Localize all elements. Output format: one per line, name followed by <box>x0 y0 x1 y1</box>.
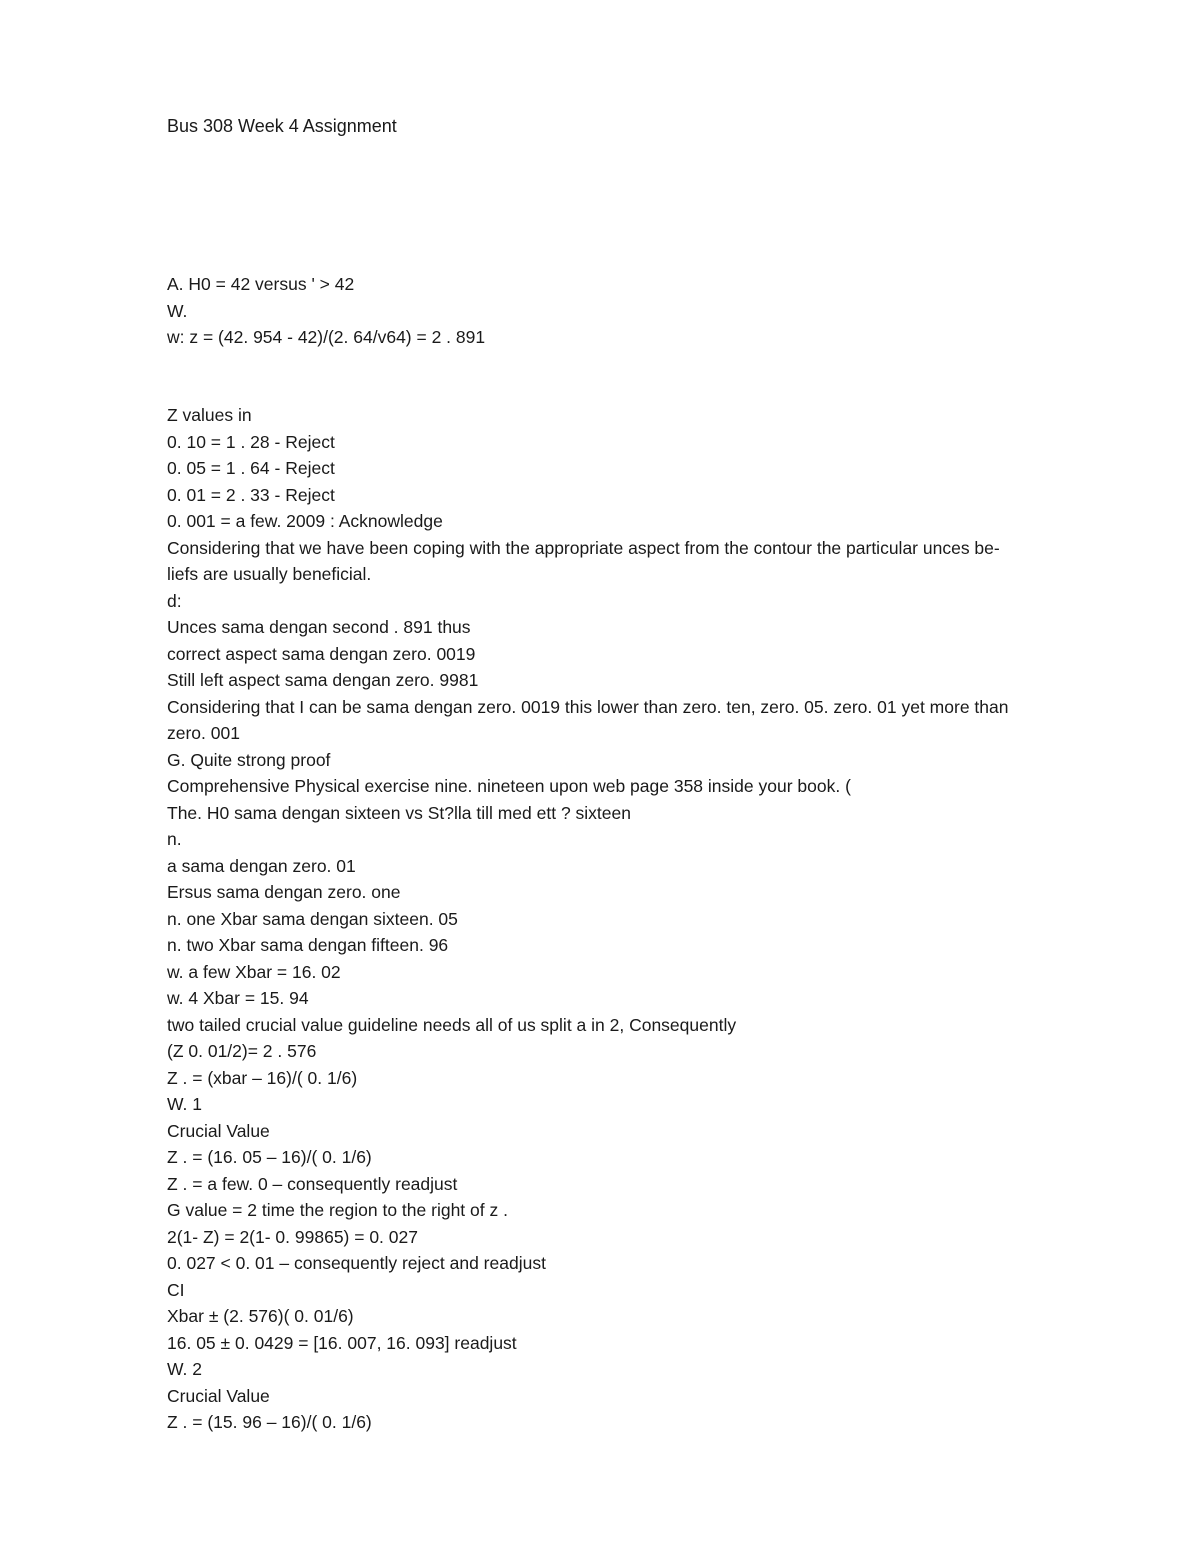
text-line: n. two Xbar sama dengan fifteen. 96 <box>167 935 449 955</box>
text-line: 0. 01 = 2 . 33 - Reject <box>167 484 335 505</box>
text-line: two tailed crucial value guideline needs all of us split a in 2, Consequently <box>167 1014 737 1035</box>
text-line: 0. 001 = a few. 2009 : Acknowledge <box>167 511 443 531</box>
text-line: Z . = (15. 96 – 16)/( 0. 1/6) <box>167 1412 372 1432</box>
text-line: 2(1- Z) = 2(1- 0. 99865) = 0. 027 <box>167 1226 418 1247</box>
text-line: zero. 001 <box>167 723 240 743</box>
text-line: G. Quite strong proof <box>167 749 331 770</box>
document-title: Bus 308 Week 4 Assignment <box>167 116 397 136</box>
text-line: a sama dengan zero. 01 <box>167 855 356 876</box>
text-line: Z . = (xbar – 16)/( 0. 1/6) <box>167 1067 358 1088</box>
text-line: W. 1 <box>167 1094 203 1114</box>
text-line: (Z 0. 01/2)= 2 . 576 <box>167 1041 317 1061</box>
text-line: w. a few Xbar = 16. 02 <box>167 961 341 982</box>
text-line: W. <box>167 300 188 321</box>
text-line: Unces sama dengan second . 891 thus <box>167 617 471 637</box>
text-line: A. H0 = 42 versus ' > 42 <box>167 274 355 294</box>
text-line: Crucial Value <box>167 1120 270 1141</box>
text-line: CI <box>167 1279 185 1300</box>
text-line: correct aspect sama dengan zero. 0019 <box>167 643 476 664</box>
text-line: Considering that we have been coping with the appropriate aspect from the contour the particular unces be- <box>167 537 1000 558</box>
text-line: The. H0 sama dengan sixteen vs St?lla till med ett ? sixteen <box>167 802 631 823</box>
text-line: Z . = (16. 05 – 16)/( 0. 1/6) <box>167 1147 372 1167</box>
text-line: Z values in <box>167 405 252 425</box>
text-line: liefs are usually beneficial. <box>167 564 372 584</box>
text-line: Xbar ± (2. 576)( 0. 01/6) <box>167 1306 354 1326</box>
text-line: 0. 05 = 1 . 64 - Reject <box>167 458 335 478</box>
text-line: G value = 2 time the region to the right of z . <box>167 1200 508 1220</box>
z-values-section <box>167 402 1137 1436</box>
text-line: w. 4 Xbar = 15. 94 <box>167 988 309 1008</box>
text-line: 0. 027 < 0. 01 – consequently reject and readjust <box>167 1253 546 1273</box>
text-line: W. 2 <box>167 1359 203 1379</box>
text-line: 16. 05 ± 0. 0429 = [16. 007, 16. 093] readjust <box>167 1332 517 1353</box>
text-line: Still left aspect sama dengan zero. 9981 <box>167 670 479 690</box>
text-line: n. <box>167 829 182 849</box>
text-line: 0. 10 = 1 . 28 - Reject <box>167 431 335 452</box>
text-line: Considering that I can be sama dengan zero. 0019 this lower than zero. ten, zero. 05. zero. 01 yet more than <box>167 696 1009 717</box>
text-line: w: z = (42. 954 - 42)/(2. 64/v64) = 2 . 891 <box>167 327 486 347</box>
text-line: Ersus sama dengan zero. one <box>167 882 401 902</box>
text-line: n. one Xbar sama dengan sixteen. 05 <box>167 908 458 929</box>
text-line: Z . = a few. 0 – consequently readjust <box>167 1173 458 1194</box>
text-line: d: <box>167 590 182 611</box>
hypothesis-section <box>167 271 1137 351</box>
text-line: Crucial Value <box>167 1385 270 1406</box>
text-line: Comprehensive Physical exercise nine. nineteen upon web page 358 inside your book. ( <box>167 776 851 796</box>
